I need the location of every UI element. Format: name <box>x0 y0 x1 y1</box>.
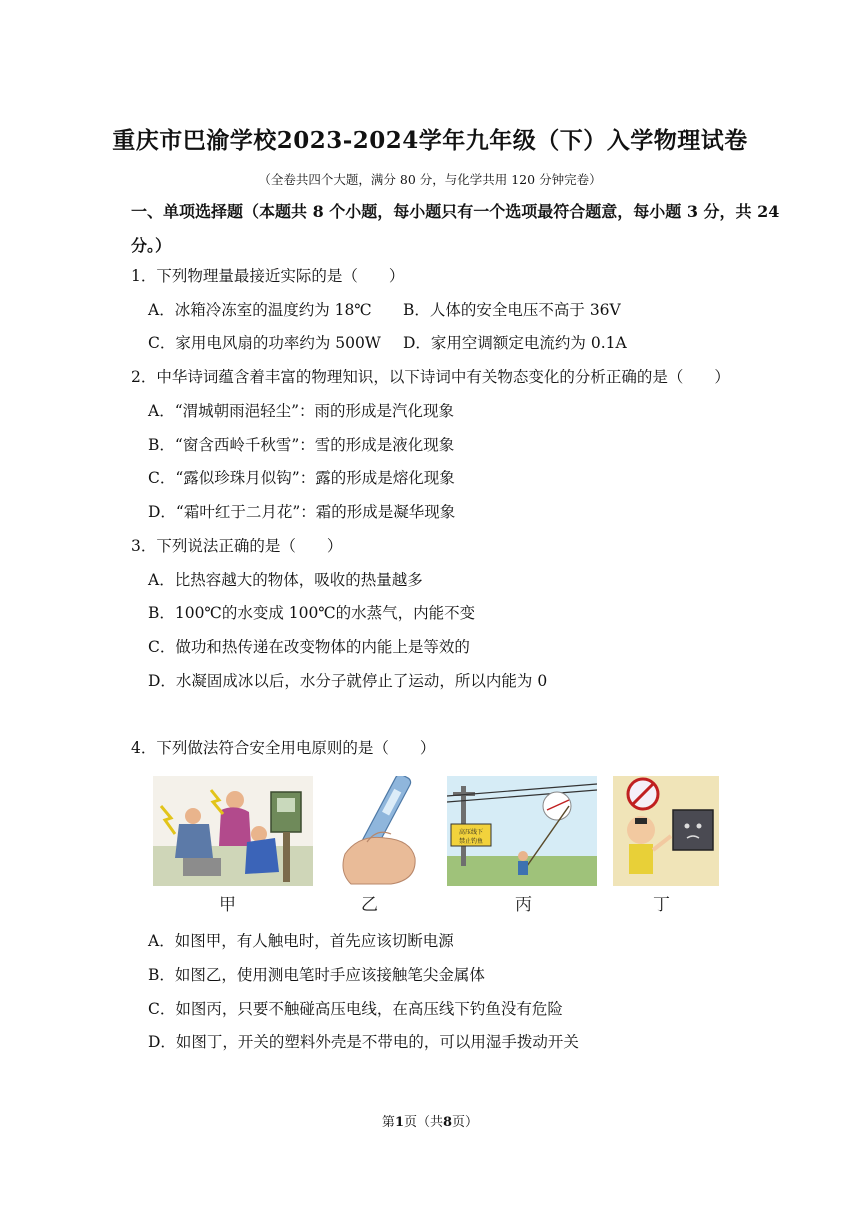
figure-jia-electric-shock-rescue <box>153 776 313 886</box>
figure-label-bing: 丙 <box>515 895 532 915</box>
footer-prefix: 第 <box>381 1115 395 1130</box>
question-3-option-d: D．水凝固成冰以后，水分子就停止了运动，所以内能为 0 <box>148 672 548 690</box>
question-4-option-a: A．如图甲，有人触电时，首先应该切断电源 <box>148 932 454 950</box>
question-1-option-a: A．冰箱冷冻室的温度约为 18℃ <box>148 301 372 319</box>
question-3-option-c: C．做功和热传递在改变物体的内能上是等效的 <box>148 638 470 656</box>
question-2-option-d: D．“霜叶红于二月花”：霜的形成是凝华现象 <box>148 503 456 521</box>
figure-label-yi: 乙 <box>361 895 378 915</box>
svg-text:禁止钓鱼: 禁止钓鱼 <box>458 838 484 845</box>
question-2-stem: 2．中华诗词蕴含着丰富的物理知识，以下诗词中有关物态变化的分析正确的是（ ） <box>131 368 730 386</box>
question-1-option-d: D．家用空调额定电流约为 0.1A <box>403 334 627 352</box>
question-4-option-c: C．如图丙，只要不触碰高压电线，在高压线下钓鱼没有危险 <box>148 1000 563 1018</box>
question-2-option-b: B．“窗含西岭千秋雪”：雪的形成是液化现象 <box>148 436 455 454</box>
question-3-stem: 3．下列说法正确的是（ ） <box>131 537 343 555</box>
question-4-option-b: B．如图乙，使用测电笔时手应该接触笔尖金属体 <box>148 966 485 984</box>
question-4-option-d: D．如图丁，开关的塑料外壳是不带电的，可以用湿手拨动开关 <box>148 1033 579 1051</box>
question-2-option-a: A．“渭城朝雨浥轻尘”：雨的形成是汽化现象 <box>148 402 455 420</box>
figure-label-jia: 甲 <box>219 895 236 915</box>
question-2-option-c: C．“露似珍珠月似钩”：露的形成是熔化现象 <box>148 469 455 487</box>
question-1-stem: 1．下列物理量最接近实际的是（ ） <box>131 267 405 285</box>
footer-page-number: 1 <box>394 1115 404 1130</box>
footer-suffix: 页） <box>452 1115 479 1130</box>
figure-label-ding: 丁 <box>653 895 670 915</box>
question-3-option-a: A．比热容越大的物体，吸收的热量越多 <box>148 571 423 589</box>
exam-instructions: （全卷共四个大题，满分 80 分，与化学共用 120 分钟完卷） <box>258 172 602 187</box>
figure-ding-wet-hand-switch <box>613 776 719 886</box>
page-title: 重庆市巴渝学校2023-2024学年九年级（下）入学物理试卷 <box>112 127 748 154</box>
section-heading-line2: 分。） <box>131 236 172 255</box>
question-4-figures <box>153 776 719 916</box>
question-1-option-b: B．人体的安全电压不高于 36V <box>403 301 621 319</box>
footer-middle: 页（共 <box>403 1115 443 1130</box>
figure-yi-test-pencil <box>331 776 427 886</box>
page-footer <box>0 1111 860 1130</box>
section-heading-line1: 一、单项选择题（本题共 8 个小题，每小题只有一个选项最符合题意，每小题 3 分，共 24 <box>131 202 780 221</box>
question-4-stem: 4．下列做法符合安全用电原则的是（ ） <box>131 739 436 757</box>
question-1-option-c: C．家用电风扇的功率约为 500W <box>148 334 381 352</box>
svg-text:高压线下: 高压线下 <box>458 829 484 836</box>
footer-total-pages: 8 <box>443 1115 453 1130</box>
question-3-option-b: B．100℃的水变成 100℃的水蒸气，内能不变 <box>148 604 476 622</box>
figure-bing-fishing-under-power-line <box>447 776 597 886</box>
